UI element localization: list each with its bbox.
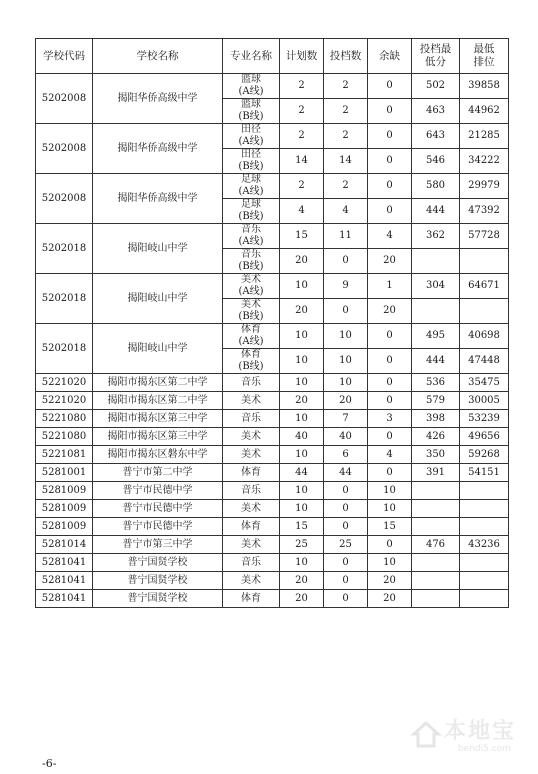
header-row	[36, 39, 509, 74]
min-score-cell: 304	[412, 274, 460, 299]
vacancy-cell: 20	[368, 299, 412, 324]
min-rank-cell: 30005	[460, 392, 509, 410]
plan-cell: 10	[280, 482, 324, 500]
major-line: (B线)	[238, 161, 264, 172]
school-code-cell: 5202018	[36, 224, 93, 274]
major-cell	[223, 224, 280, 249]
filed-cell: 0	[324, 249, 368, 274]
min-rank-cell: 54151	[460, 464, 509, 482]
table-row	[36, 590, 509, 608]
min-score-cell	[412, 590, 460, 608]
major-line: 篮球	[241, 99, 261, 110]
min-score-cell: 398	[412, 410, 460, 428]
major-cell: 音乐	[223, 554, 280, 572]
plan-cell: 10	[280, 446, 324, 464]
vacancy-cell: 15	[368, 518, 412, 536]
school-name-cell: 揭阳市揭东区第三中学	[93, 428, 223, 446]
table-row	[36, 124, 509, 149]
vacancy-cell: 0	[368, 199, 412, 224]
min-score-cell	[412, 299, 460, 324]
school-code-cell: 5202008	[36, 174, 93, 224]
school-name-cell: 普宁国贤学校	[93, 590, 223, 608]
school-code-cell: 5281001	[36, 464, 93, 482]
major-cell: 体育	[223, 518, 280, 536]
plan-cell: 14	[280, 149, 324, 174]
header-school-code: 学校代码	[36, 39, 93, 74]
major-line: 音乐	[241, 224, 261, 235]
school-name-cell: 普宁国贤学校	[93, 572, 223, 590]
major-cell: 音乐	[223, 374, 280, 392]
plan-cell: 40	[280, 428, 324, 446]
major-line: 体育	[241, 324, 261, 335]
major-cell	[223, 274, 280, 299]
min-score-cell: 502	[412, 74, 460, 99]
plan-cell: 20	[280, 572, 324, 590]
major-cell	[223, 149, 280, 174]
vacancy-cell: 0	[368, 464, 412, 482]
plan-cell: 10	[280, 500, 324, 518]
major-line: 足球	[241, 174, 261, 185]
vacancy-cell: 0	[368, 124, 412, 149]
min-score-cell: 476	[412, 536, 460, 554]
min-score-cell	[412, 572, 460, 590]
school-name-cell: 揭阳岐山中学	[93, 274, 223, 324]
major-line: (B线)	[238, 111, 264, 122]
vacancy-cell: 0	[368, 374, 412, 392]
major-cell: 音乐	[223, 410, 280, 428]
major-line: 田径	[241, 149, 261, 160]
min-rank-cell	[460, 590, 509, 608]
table-row	[36, 392, 509, 410]
plan-cell: 2	[280, 74, 324, 99]
school-code-cell: 5202008	[36, 74, 93, 124]
table-row	[36, 274, 509, 299]
school-name-cell: 揭阳市揭东区磐东中学	[93, 446, 223, 464]
school-code-cell: 5221080	[36, 428, 93, 446]
major-cell	[223, 324, 280, 349]
min-score-cell: 444	[412, 199, 460, 224]
table-row	[36, 74, 509, 99]
filed-cell: 0	[324, 572, 368, 590]
min-rank-cell: 53239	[460, 410, 509, 428]
table-row	[36, 554, 509, 572]
filed-cell: 40	[324, 428, 368, 446]
header-min-rank: 最低排位	[460, 39, 509, 74]
min-rank-cell	[460, 249, 509, 274]
min-score-cell: 444	[412, 349, 460, 374]
school-name-cell: 揭阳华侨高级中学	[93, 74, 223, 124]
major-cell	[223, 299, 280, 324]
min-score-cell	[412, 518, 460, 536]
min-score-cell	[412, 249, 460, 274]
major-line: (A线)	[238, 286, 264, 297]
filed-cell: 2	[324, 74, 368, 99]
table-row	[36, 324, 509, 349]
vacancy-cell: 0	[368, 74, 412, 99]
min-rank-cell: 43236	[460, 536, 509, 554]
major-line: (B线)	[238, 261, 264, 272]
min-rank-cell	[460, 500, 509, 518]
school-code-cell: 5281041	[36, 572, 93, 590]
major-cell: 美术	[223, 572, 280, 590]
min-rank-cell	[460, 554, 509, 572]
major-cell: 美术	[223, 428, 280, 446]
filed-cell: 0	[324, 590, 368, 608]
school-name-cell: 普宁市民德中学	[93, 500, 223, 518]
min-score-cell	[412, 482, 460, 500]
table-row	[36, 174, 509, 199]
school-code-cell: 5221080	[36, 410, 93, 428]
plan-cell: 10	[280, 410, 324, 428]
table-row	[36, 572, 509, 590]
major-cell	[223, 124, 280, 149]
plan-cell: 25	[280, 536, 324, 554]
major-cell: 美术	[223, 392, 280, 410]
vacancy-cell: 3	[368, 410, 412, 428]
school-code-cell: 5281009	[36, 482, 93, 500]
min-rank-cell	[460, 572, 509, 590]
min-rank-cell: 21285	[460, 124, 509, 149]
major-line: (A线)	[238, 136, 264, 147]
school-name-cell: 普宁国贤学校	[93, 554, 223, 572]
school-code-cell: 5281041	[36, 554, 93, 572]
min-rank-cell: 34222	[460, 149, 509, 174]
min-score-cell: 643	[412, 124, 460, 149]
vacancy-cell: 10	[368, 500, 412, 518]
major-line: 篮球	[241, 74, 261, 85]
vacancy-cell: 0	[368, 99, 412, 124]
min-rank-cell: 59268	[460, 446, 509, 464]
plan-cell: 20	[280, 249, 324, 274]
filed-cell: 25	[324, 536, 368, 554]
plan-cell: 15	[280, 224, 324, 249]
table-row	[36, 224, 509, 249]
major-line: 田径	[241, 124, 261, 135]
school-name-cell: 普宁市第三中学	[93, 536, 223, 554]
filed-cell: 0	[324, 299, 368, 324]
vacancy-cell: 4	[368, 446, 412, 464]
major-cell	[223, 199, 280, 224]
plan-cell: 10	[280, 324, 324, 349]
school-name-cell: 揭阳市揭东区第三中学	[93, 410, 223, 428]
filed-cell: 0	[324, 482, 368, 500]
filed-cell: 0	[324, 554, 368, 572]
plan-cell: 2	[280, 174, 324, 199]
school-code-cell: 5221081	[36, 446, 93, 464]
min-score-cell: 495	[412, 324, 460, 349]
table-row	[36, 482, 509, 500]
table-row	[36, 410, 509, 428]
major-line: 体育	[241, 349, 261, 360]
min-rank-cell: 29979	[460, 174, 509, 199]
plan-cell: 4	[280, 199, 324, 224]
major-line: (B线)	[238, 311, 264, 322]
major-cell	[223, 99, 280, 124]
header-major: 专业名称	[223, 39, 280, 74]
major-line: (B线)	[238, 361, 264, 372]
min-score-cell	[412, 554, 460, 572]
filed-cell: 2	[324, 174, 368, 199]
school-code-cell: 5202008	[36, 124, 93, 174]
school-code-cell: 5221020	[36, 374, 93, 392]
vacancy-cell: 0	[368, 349, 412, 374]
plan-cell: 2	[280, 124, 324, 149]
plan-cell: 20	[280, 299, 324, 324]
major-cell	[223, 74, 280, 99]
school-code-cell: 5281009	[36, 518, 93, 536]
major-cell	[223, 349, 280, 374]
vacancy-cell: 0	[368, 149, 412, 174]
header-school-name: 学校名称	[93, 39, 223, 74]
min-rank-cell: 49656	[460, 428, 509, 446]
min-rank-cell: 47448	[460, 349, 509, 374]
school-name-cell: 普宁市第二中学	[93, 464, 223, 482]
major-line: (A线)	[238, 86, 264, 97]
min-rank-cell: 44962	[460, 99, 509, 124]
plan-cell: 15	[280, 518, 324, 536]
major-line: (A线)	[238, 236, 264, 247]
vacancy-cell: 4	[368, 224, 412, 249]
min-score-cell: 391	[412, 464, 460, 482]
vacancy-cell: 0	[368, 324, 412, 349]
major-line: 美术	[241, 274, 261, 285]
plan-cell: 20	[280, 392, 324, 410]
major-line: (B线)	[238, 211, 264, 222]
filed-cell: 10	[324, 349, 368, 374]
plan-cell: 2	[280, 99, 324, 124]
min-score-cell: 362	[412, 224, 460, 249]
school-code-cell: 5281041	[36, 590, 93, 608]
table-row	[36, 500, 509, 518]
watermark-text: 本地宝	[444, 719, 517, 744]
major-cell: 美术	[223, 536, 280, 554]
major-line: 美术	[241, 299, 261, 310]
min-score-cell: 350	[412, 446, 460, 464]
vacancy-cell: 20	[368, 249, 412, 274]
min-score-cell: 463	[412, 99, 460, 124]
vacancy-cell: 10	[368, 554, 412, 572]
vacancy-cell: 20	[368, 590, 412, 608]
school-name-cell: 揭阳岐山中学	[93, 224, 223, 274]
vacancy-cell: 0	[368, 428, 412, 446]
min-score-cell: 536	[412, 374, 460, 392]
vacancy-cell: 0	[368, 174, 412, 199]
major-cell: 美术	[223, 446, 280, 464]
major-cell: 体育	[223, 590, 280, 608]
filed-cell: 4	[324, 199, 368, 224]
min-score-cell: 579	[412, 392, 460, 410]
school-code-cell: 5281009	[36, 500, 93, 518]
vacancy-cell: 20	[368, 572, 412, 590]
plan-cell: 10	[280, 554, 324, 572]
header-vacancy: 余缺	[368, 39, 412, 74]
school-code-cell: 5281014	[36, 536, 93, 554]
filed-cell: 0	[324, 518, 368, 536]
table-row	[36, 446, 509, 464]
plan-cell: 44	[280, 464, 324, 482]
min-rank-cell: 64671	[460, 274, 509, 299]
school-name-cell: 揭阳岐山中学	[93, 324, 223, 374]
min-rank-cell	[460, 518, 509, 536]
plan-cell: 10	[280, 374, 324, 392]
table-row	[36, 428, 509, 446]
table-row	[36, 536, 509, 554]
table-row	[36, 374, 509, 392]
watermark-url: bendi5.com	[458, 744, 511, 754]
header-filed: 投档数	[324, 39, 368, 74]
watermark	[408, 714, 528, 760]
min-score-cell: 546	[412, 149, 460, 174]
filed-cell: 44	[324, 464, 368, 482]
filed-cell: 10	[324, 324, 368, 349]
table-row	[36, 464, 509, 482]
plan-cell: 10	[280, 349, 324, 374]
major-line: (A线)	[238, 336, 264, 347]
school-code-cell: 5202018	[36, 274, 93, 324]
house-icon	[410, 718, 442, 750]
school-name-cell: 揭阳市揭东区第二中学	[93, 392, 223, 410]
min-score-cell: 580	[412, 174, 460, 199]
filed-cell: 10	[324, 374, 368, 392]
plan-cell: 10	[280, 274, 324, 299]
header-plan: 计划数	[280, 39, 324, 74]
major-cell	[223, 174, 280, 199]
min-score-cell: 426	[412, 428, 460, 446]
filed-cell: 7	[324, 410, 368, 428]
vacancy-cell: 10	[368, 482, 412, 500]
major-cell: 体育	[223, 464, 280, 482]
table-row	[36, 518, 509, 536]
major-line: (A线)	[238, 186, 264, 197]
min-rank-cell: 35475	[460, 374, 509, 392]
plan-cell: 20	[280, 590, 324, 608]
min-rank-cell	[460, 482, 509, 500]
filed-cell: 11	[324, 224, 368, 249]
filed-cell: 0	[324, 500, 368, 518]
filed-cell: 14	[324, 149, 368, 174]
major-cell	[223, 249, 280, 274]
school-code-cell: 5221020	[36, 392, 93, 410]
school-name-cell: 普宁市民德中学	[93, 482, 223, 500]
min-rank-cell: 39858	[460, 74, 509, 99]
vacancy-cell: 0	[368, 392, 412, 410]
min-rank-cell: 47392	[460, 199, 509, 224]
filed-cell: 6	[324, 446, 368, 464]
filed-cell: 20	[324, 392, 368, 410]
school-name-cell: 普宁市民德中学	[93, 518, 223, 536]
filed-cell: 2	[324, 99, 368, 124]
min-rank-cell: 40698	[460, 324, 509, 349]
school-name-cell: 揭阳市揭东区第二中学	[93, 374, 223, 392]
major-cell: 美术	[223, 500, 280, 518]
filed-cell: 2	[324, 124, 368, 149]
school-code-cell: 5202018	[36, 324, 93, 374]
vacancy-cell: 0	[368, 536, 412, 554]
page-number: -6-	[42, 757, 57, 770]
major-line: 足球	[241, 199, 261, 210]
min-score-cell	[412, 500, 460, 518]
header-min-score: 投档最低分	[412, 39, 460, 74]
min-rank-cell	[460, 299, 509, 324]
major-line: 音乐	[241, 249, 261, 260]
filed-cell: 9	[324, 274, 368, 299]
school-name-cell: 揭阳华侨高级中学	[93, 124, 223, 174]
min-rank-cell: 57728	[460, 224, 509, 249]
school-name-cell: 揭阳华侨高级中学	[93, 174, 223, 224]
admission-table	[35, 38, 509, 608]
major-cell: 音乐	[223, 482, 280, 500]
vacancy-cell: 1	[368, 274, 412, 299]
